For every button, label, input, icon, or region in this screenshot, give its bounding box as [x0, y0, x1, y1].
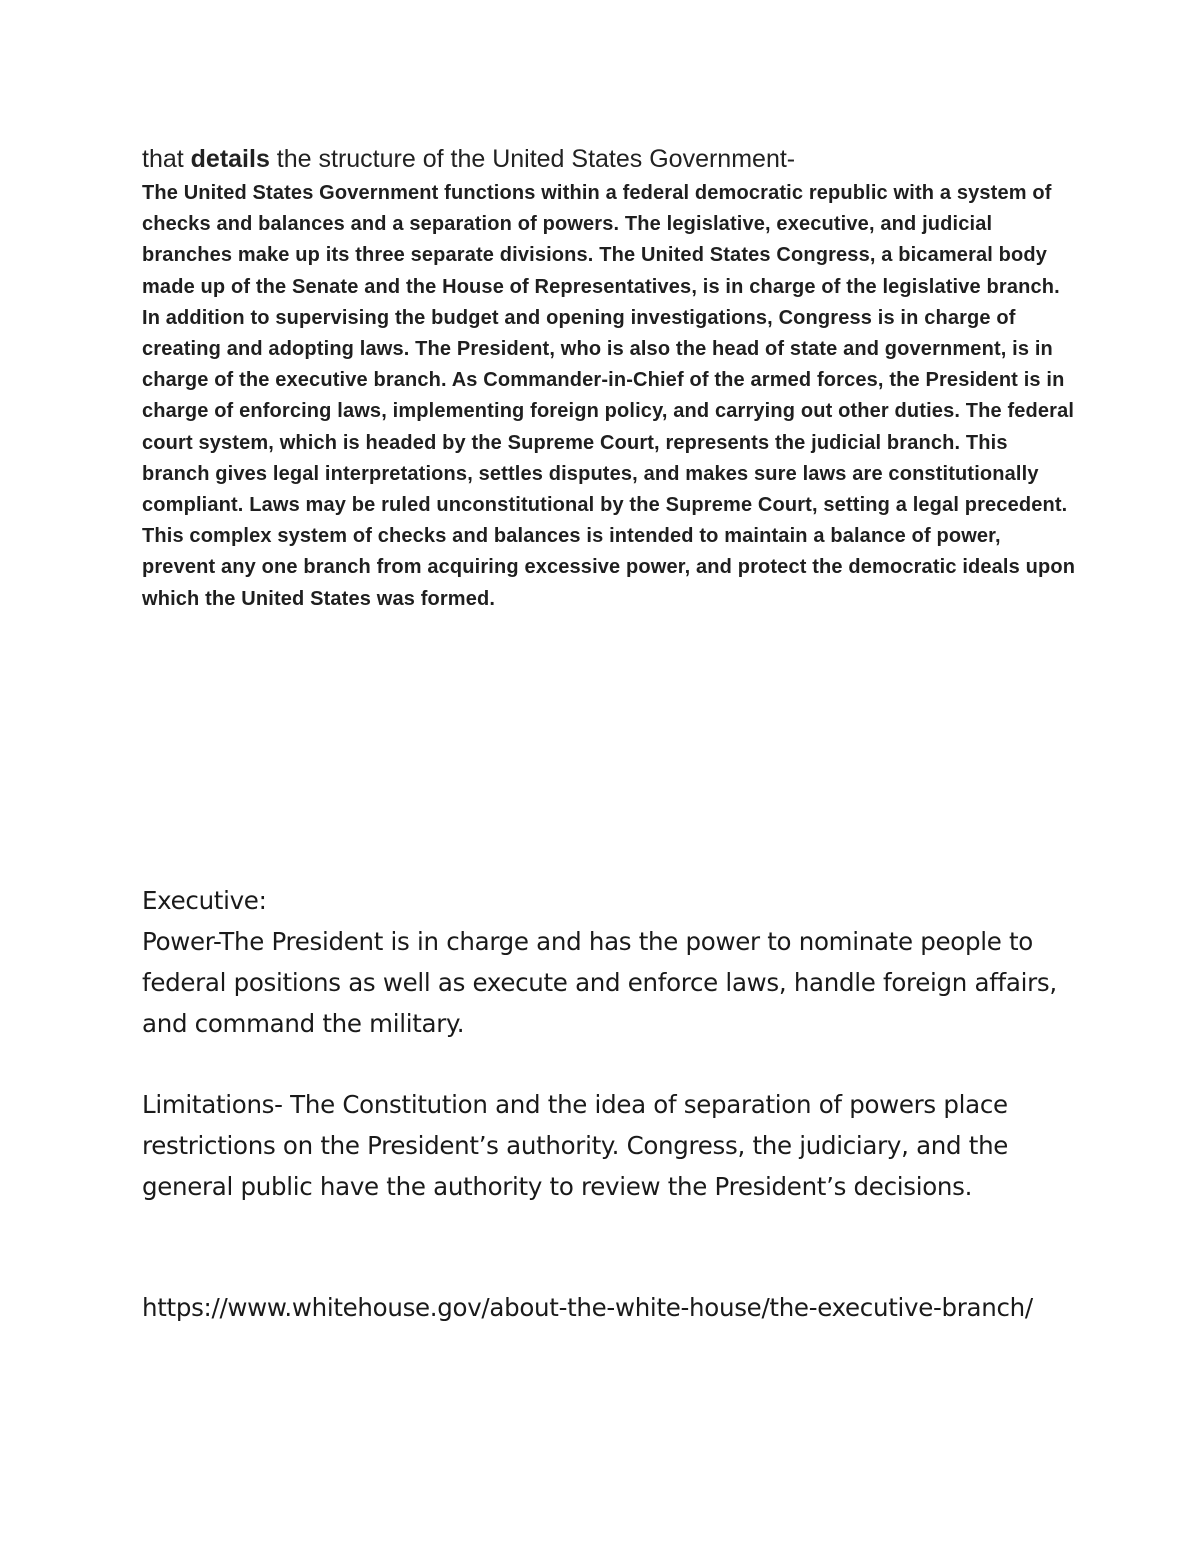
intro-prefix: that: [142, 145, 191, 173]
overview-paragraph: The United States Government functions within a federal democratic republic with a system of checks and balances and a separation of powers. The legislative, executive, and judicial branches make up its three separate divisions. The United States Congress, a bicameral body made up of the Senate and the House of Representatives, is in charge of the legislative branch. In addition to supervising the budget and opening investigations, Congress is in charge of creating and adopting laws. The President, who is also the head of state and government, is in charge of the executive branch. As Commander-in-Chief of the armed forces, the President is in charge of enforcing laws, implementing foreign policy, and carrying out other duties. The federal court system, which is headed by the Supreme Court, represents the judicial branch. This branch gives legal interpretations, settles disputes, and makes sure laws are constitutionally compliant. Laws may be ruled unconstitutional by the Supreme Court, setting a legal precedent. This complex system of checks and balances is intended to maintain a balance of power, prevent any one branch from acquiring excessive power, and protect the democratic ideals upon which the United States was formed.: [142, 182, 1076, 610]
executive-heading: Executive:: [142, 886, 267, 915]
intro-bold-word: details: [190, 145, 270, 173]
executive-limitations-paragraph: Limitations- The Constitution and the idea of separation of powers place restrictions on the President’s authority. Congress, the judiciary, and the general public have the authority to review the President’s decisions.: [142, 1090, 1009, 1201]
executive-power-paragraph: Power-The President is in charge and has the power to nominate people to federal positions as well as execute and enforce laws, handle foreign affairs, and command the military.: [142, 927, 1057, 1038]
intro-suffix: the structure of the United States Government-: [269, 145, 796, 173]
executive-source-link[interactable]: https://www.whitehouse.gov/about-the-white-house/the-executive-branch/: [142, 1293, 1033, 1322]
intro-line: [142, 141, 795, 177]
